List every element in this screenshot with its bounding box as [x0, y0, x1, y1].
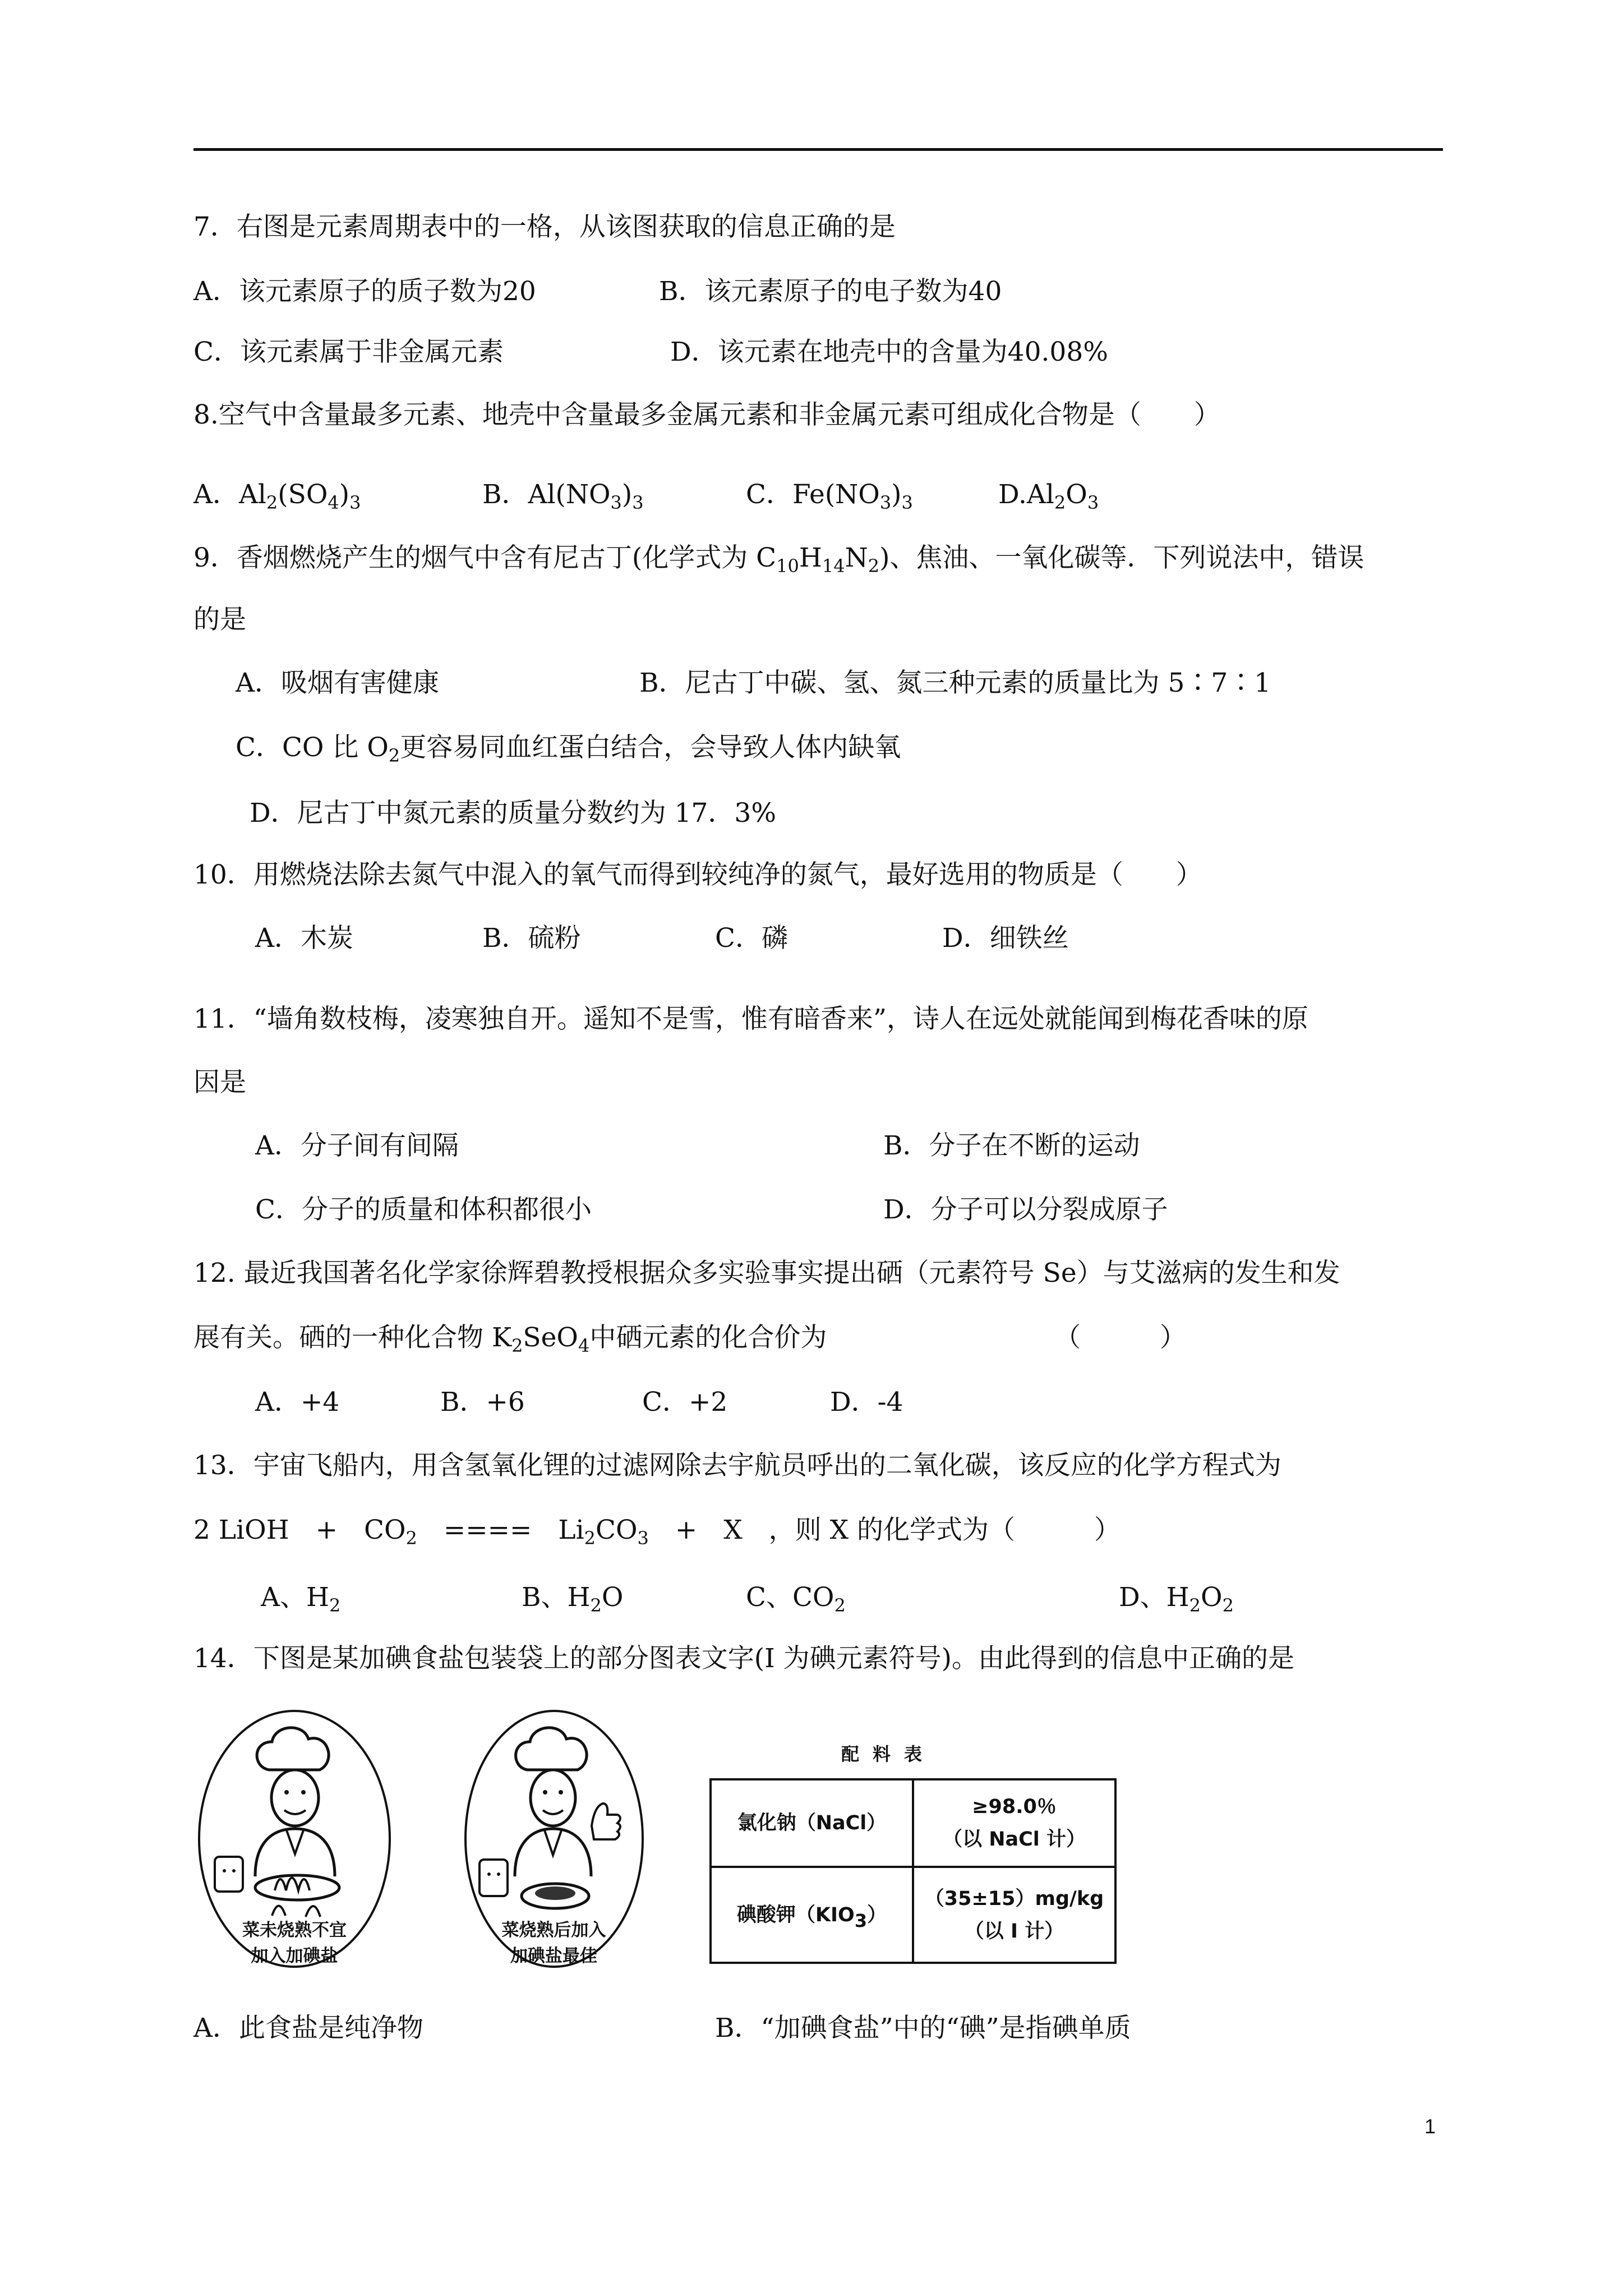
q13-equation: 2 LiOH + $CO_2$ ==== $Li_2CO_3$ + X ，则 X 的化学式为（ ）	[193, 1515, 1121, 1549]
q13-option-d: D、$H_2O_2$	[1119, 1582, 1234, 1616]
fig1-caption-line1: 菜未烧熟不宜	[242, 1920, 347, 1940]
q12-option-d: D．-4	[830, 1387, 903, 1418]
q11-option-b: B．分子在不断的运动	[883, 1130, 1140, 1161]
table-row	[711, 1779, 1115, 1867]
q13-option-a: A、$H_2$	[261, 1582, 341, 1616]
row1-value-line2: （以 NaCl 计）	[943, 1828, 1086, 1851]
table-row	[711, 1867, 1115, 1963]
q10-option-a: A．木炭	[255, 923, 353, 954]
fig2-caption	[454, 1917, 653, 1969]
q12-stem: 12. 最近我国著名化学家徐辉碧教授根据众多实验事实提出硒（元素符号 Se）与艾滋病的发生和发	[193, 1258, 1340, 1289]
header-rule	[193, 148, 1443, 151]
q12-option-a: A．+4	[255, 1387, 340, 1418]
q11-option-a: A．分子间有间隔	[255, 1130, 459, 1161]
row2-value	[913, 1867, 1115, 1963]
q13-option-b: B、$H_2O$	[522, 1582, 624, 1616]
q11-stem: 11．“墙角数枝梅，凌寒独自开。遥知不是雪，惟有暗香来”，诗人在远处就能闻到梅花香味的原	[193, 1004, 1308, 1034]
fig1-caption	[196, 1917, 393, 1969]
q12-option-c: C．+2	[642, 1387, 728, 1418]
q9-option-a: A．吸烟有害健康	[236, 668, 439, 698]
fig2-caption-line2: 加碘盐最佳	[510, 1946, 597, 1966]
q7-stem: 7．右图是元素周期表中的一格，从该图获取的信息正确的是	[193, 211, 896, 242]
row2-label: 碘酸钾$(KIO_3)$	[711, 1867, 913, 1963]
q9-stem: 9．香烟燃烧产生的烟气中含有尼古丁(化学式为 $C_{10}H_{14}N_2$)、焦油、一氧化碳等．下列说法中，错误	[193, 542, 1364, 577]
q14-option-b: B．“加碘食盐”中的“碘”是指碘单质	[715, 2013, 1131, 2044]
page-number: 1	[1424, 2115, 1436, 2138]
ingredient-table	[709, 1778, 1117, 1964]
q10-stem: 10．用燃烧法除去氮气中混入的氧气而得到较纯净的氮气，最好选用的物质是（ ）	[193, 859, 1202, 890]
q10-option-b: B．硫粉	[482, 923, 581, 954]
q12-answer-paren: （ ）	[1054, 1322, 1186, 1353]
q11-option-c: C．分子的质量和体积都很小	[255, 1194, 592, 1225]
q9-option-c: C．CO 比 $O_2$更容易同血红蛋白结合，会导致人体内缺氧	[236, 732, 901, 766]
q8-stem: 8.空气中含量最多元素、地壳中含量最多金属元素和非金属元素可组成化合物是（ ）	[193, 399, 1220, 430]
q8-option-c: C．$Fe(NO_3)_3$	[746, 479, 913, 513]
q13-stem: 13．宇宙飞船内，用含氢氧化锂的过滤网除去宇航员呼出的二氧化碳，该反应的化学方程式为	[193, 1450, 1281, 1481]
row2-value-line1: （35±15）mg/kg	[924, 1887, 1104, 1910]
q7-option-c: C．该元素属于非金属元素	[193, 337, 504, 367]
q11-stem-line2: 因是	[193, 1067, 246, 1098]
ingredient-table-title: 配料表	[841, 1743, 936, 1765]
fig2-caption-line1: 菜烧熟后加入	[501, 1920, 606, 1940]
q12-option-b: B．+6	[440, 1387, 525, 1418]
q8-option-a: A．$Al_2(SO_4)_3$	[193, 479, 361, 513]
q11-option-d: D．分子可以分裂成原子	[883, 1194, 1168, 1225]
q7-option-d: D．该元素在地壳中的含量为40.08%	[670, 337, 1108, 367]
q12-stem-line2: 展有关。硒的一种化合物 $K_2SeO_4$中硒元素的化合价为	[193, 1322, 827, 1356]
q9-stem-line2: 的是	[193, 604, 246, 635]
q10-option-c: C．磷	[715, 923, 788, 954]
q14-stem: 14．下图是某加碘食盐包装袋上的部分图表文字(I 为碘元素符号)。由此得到的信息中正确的是	[193, 1643, 1294, 1674]
q8-option-b: B．$Al(NO_3)_3$	[482, 479, 644, 513]
fig1-caption-line2: 加入加碘盐	[251, 1946, 338, 1966]
q7-option-b: B．该元素原子的电子数为40	[659, 276, 1002, 307]
row2-value-line2: （以 I 计）	[964, 1920, 1064, 1943]
row1-label: 氯化钠（NaCl）	[711, 1779, 913, 1867]
q9-option-d: D．尼古丁中氮元素的质量分数约为 17．3%	[250, 798, 776, 829]
q14-option-a: A．此食盐是纯净物	[193, 2013, 423, 2044]
row1-value	[913, 1779, 1115, 1867]
q8-option-d: $D.Al_2O_3$	[998, 479, 1099, 513]
row1-value-line1: ≥98.0％	[972, 1796, 1057, 1818]
q13-option-c: C、$CO_2$	[746, 1582, 846, 1616]
q7-option-a: A．该元素原子的质子数为20	[193, 276, 536, 307]
q9-option-b: B．尼古丁中碳、氢、氮三种元素的质量比为 5∶7∶1	[639, 668, 1271, 698]
q10-option-d: D．细铁丝	[942, 923, 1069, 954]
